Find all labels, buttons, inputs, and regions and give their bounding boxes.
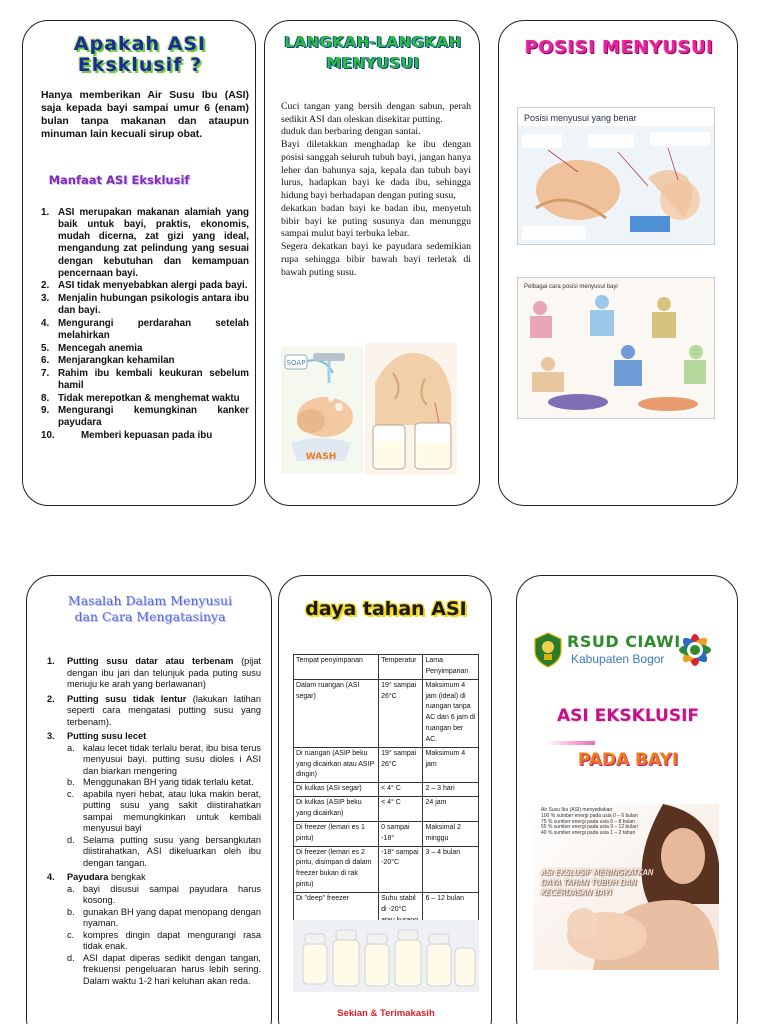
problem-number: 1. — [47, 656, 55, 666]
panel-cover — [516, 575, 738, 1024]
asi-storage-table — [293, 654, 479, 928]
steps-text: Cuci tangan yang bersih dengan sabun, perah sedikit ASI dan oleskan disekitar putting. duduk dan berbaring dengan santai. Bayi diletakkan menghadap ke ibu dengan posisi sanggah seluruh tubuh bayi, jangan hanya leher dan bahunya saja, kepala dan tubuh bayi lurus, hadapkan bayi ke dada ibu, sehingga hidung bayi berhadapan dengan puting susu, dekatkan badan bayi ke badan ibu, menyetuh bibir bayi ke puting susunya dan menunggu sampai mulut bayi terbuka lebar. Segera dekatkan bayi ke payudara sedemikian rupa sehingga bibir bawah bayi terletak di bawah puting susu. — [281, 101, 471, 278]
subitem-letter: a. — [67, 742, 75, 753]
list-item — [41, 355, 249, 367]
subitem-text: kalau lecet tidak terlalu berat, ibu bisa terus menyusui bayi. putting susu dioles i ASI dan biarkan mengering — [83, 742, 261, 776]
problem-subitem — [67, 743, 261, 778]
list-item — [41, 343, 249, 355]
list-item-number: 7. — [41, 367, 50, 379]
list-item-text: Mengurangi kemungkinan kanker payudara — [58, 405, 249, 429]
title-posisi-menyusui: POSISI MENYUSUI — [524, 37, 714, 58]
panel-daya-tahan-asi — [278, 575, 492, 1024]
flower-emblem — [673, 628, 717, 672]
list-item-number: 10. — [41, 430, 55, 442]
breastfeeding-positions-chart — [517, 277, 715, 419]
table-cell: Di freezer (lemari es 1 pintu) — [294, 821, 379, 846]
panel-masalah-menyusui — [26, 575, 272, 1024]
problem-text: bengkak — [110, 872, 146, 882]
problem-item — [47, 731, 261, 869]
list-item — [41, 293, 249, 317]
problem-text: (lakukan latihan seperti cara mengatasi putting susu yang terbenam). — [67, 693, 261, 727]
title-line-2: MENYUSUI — [326, 54, 420, 72]
hospital-sub: Kabupaten Bogor — [571, 652, 665, 666]
photo-note-line: 55 % sumber energi pada usia 9 – 12 bulan — [541, 824, 638, 831]
table-cell: 3 – 4 bulan — [423, 846, 479, 892]
list-item-text: Menjarangkan kehamilan — [58, 355, 175, 367]
table-row — [294, 797, 479, 822]
subitem-text: Selama putting susu yang bersangkutan diistirahatkan, ASI dikeluarkan oleh ibu dengan tangan. — [83, 834, 261, 868]
problems-list — [47, 656, 261, 990]
list-item-text: Tidak merepotkan & menghemat waktu — [58, 392, 240, 404]
list-item — [41, 368, 249, 392]
table-cell: Di freezer (lemari es 2 pintu, disimpan di dalam freezer bukan di rak pintu) — [294, 846, 379, 892]
photo-note-title: Air Susu Ibu (ASI) menyediakan: — [541, 807, 614, 813]
closing-text: Sekian & Terimakasih — [337, 1008, 435, 1019]
problem-subitem — [67, 835, 261, 870]
photo-note — [541, 808, 691, 837]
table-cell: -18° sampai -20°C — [379, 846, 423, 892]
list-item-number: 2. — [41, 280, 50, 292]
problem-number: 3. — [47, 731, 55, 741]
hospital-name: RSUD CIAWI — [567, 632, 681, 651]
list-item — [41, 430, 249, 442]
positions-caption: Pelbagai cara posisi menyusui bayi — [524, 284, 618, 290]
subitem-text: Menggunakan BH yang tidak terlalu ketat. — [83, 777, 254, 787]
hospital-logo — [533, 632, 563, 668]
table-row — [294, 679, 479, 747]
list-item-text: ASI tidak menyebabkan alergi pada bayi. — [58, 280, 248, 292]
list-item-text: ASI merupakan makanan alamiah yang baik untuk bayi, praktis, ekonomis, mudah dicerna, zat gizi yang ideal, mengandung zat pelindung yang sesuai dengan kebutuhan dan kemampuan pencernaan bayi. — [58, 207, 249, 279]
table-cell: < 4° C — [379, 797, 423, 822]
problem-subitem — [67, 930, 261, 953]
title-masalah — [27, 594, 272, 625]
list-item-text: Mengurangi perdarahan setelah melahirkan — [58, 317, 249, 341]
problem-item — [47, 656, 261, 691]
benefits-list — [41, 207, 249, 443]
subitem-text: kompres dingin dapat mengurangi rasa tidak enak. — [83, 929, 261, 951]
problem-heading: Putting susu datar atau terbenam — [67, 656, 234, 666]
list-item — [41, 318, 249, 342]
photo-note-line: 40 % sumber energi pada usia 1 – 2 tahun — [541, 830, 636, 836]
table-cell: 24 jam — [423, 797, 479, 822]
problem-subitem — [67, 777, 261, 789]
list-item-text: Rahim ibu kembali keukuran sebelum hamil — [58, 367, 249, 391]
list-item-number: 4. — [41, 317, 50, 329]
title-line-2: dan Cara Mengatasinya — [74, 609, 226, 625]
table-cell: 6 – 12 bulan — [423, 892, 479, 928]
table-row — [294, 783, 479, 797]
table-cell: 0 sampai -18° — [379, 821, 423, 846]
title-line-1: Masalah Dalam Menyusui — [67, 593, 233, 608]
table-cell: 2 – 3 hari — [423, 783, 479, 797]
problem-heading: Putting susu lecet — [67, 731, 147, 741]
cover-title-2: PADA BAYI — [577, 750, 679, 770]
list-item-text: Mencegah anemia — [58, 342, 143, 354]
table-cell: < 4° C — [379, 783, 423, 797]
table-row — [294, 747, 479, 783]
title-apakah-asi — [23, 35, 256, 75]
subitem-letter: d. — [67, 834, 75, 845]
benefits-title: Manfaat ASI Eksklusif — [48, 173, 190, 187]
cover-title-1: ASI EKSKLUSIF — [556, 706, 700, 726]
problem-item — [47, 872, 261, 987]
list-item-number: 9. — [41, 405, 50, 417]
list-item-number: 6. — [41, 355, 50, 367]
wash-label: WASH — [305, 452, 337, 462]
subitem-text: ASI dapat diperas sedikit dengan tangan, frekuensi pengeluaran harus lebih sering. Dalam waktu 1-2 hari keluhan akan reda. — [83, 952, 261, 986]
table-row — [294, 846, 479, 892]
list-item-number: 1. — [41, 207, 50, 218]
cover-divider — [545, 741, 595, 745]
table-header-cell: Lama Penyimpanan — [423, 655, 479, 680]
title-line-1: LANGKAH-LANGKAH — [284, 33, 462, 51]
table-header-cell: Temperatur — [379, 655, 423, 680]
table-cell: Di "deep" freezer — [294, 892, 379, 928]
panel-apakah-asi — [22, 20, 256, 506]
subitem-letter: b. — [67, 906, 75, 917]
problem-subitem — [67, 907, 261, 930]
subitem-letter: b. — [67, 777, 75, 787]
problem-subitem — [67, 789, 261, 835]
soap-label: SOAP — [286, 359, 306, 367]
title-langkah — [265, 35, 480, 71]
milk-bottles-photo — [293, 920, 479, 992]
problem-number: 4. — [47, 872, 55, 882]
handwash-illustration — [281, 347, 363, 473]
table-cell: Dalam ruangan (ASI segar) — [294, 679, 379, 747]
subitem-text: apabila nyeri hebat, atau luka makin berat, putting susu yang sakit diistirahatkan sampai memungkinkan untuk kembali menyusui bayi — [83, 788, 261, 833]
subitem-letter: a. — [67, 883, 75, 894]
problem-text: (pijat dengan ibu jari dan telunjuk pada puting susu menuju ke arah yang berlawanan) — [67, 656, 261, 689]
table-header-cell: Tempat penyimpanan — [294, 655, 379, 680]
table-cell: Di kulkas (ASI segar) — [294, 783, 379, 797]
table-row — [294, 821, 479, 846]
table-cell: Maksimum 4 jam — [423, 747, 479, 783]
photo-slogan: ASI EKSLUSIF MENINGKATKAN DAYA TAHAN TUBUH DAN KECERDASAN BAYI — [541, 868, 654, 897]
title-line-2: Eksklusif ? — [77, 54, 203, 76]
list-item — [41, 280, 249, 292]
table-cell: Maksimum 4 jam (ideal) di ruangan tanpa AC dan 6 jam di ruangan ber AC. — [423, 679, 479, 747]
table-cell: 19° sampai 26°C — [379, 747, 423, 783]
title-line-1: Apakah ASI — [73, 33, 207, 55]
subitem-letter: d. — [67, 952, 75, 963]
subitem-text: bayi disusui sampai payudara harus kosong. — [83, 883, 261, 905]
subitem-text: gunakan BH yang dapat menopang dengan nyaman. — [83, 906, 261, 928]
panel-posisi-menyusui — [498, 20, 738, 506]
problem-subitem — [67, 884, 261, 907]
table-cell: 19° sampai 26°C — [379, 679, 423, 747]
problem-number: 2. — [47, 693, 55, 704]
subitem-letter: c. — [67, 929, 75, 940]
list-item-text: Menjalin hubungan psikologis antara ibu dan bayi. — [58, 292, 249, 317]
list-item — [41, 207, 249, 280]
problem-subitem — [67, 953, 261, 988]
list-item-number: 3. — [41, 292, 50, 304]
photo-note-line: 100 % sumber energi pada usia 0 – 6 bulan — [541, 812, 638, 819]
mother-baby-photo — [533, 804, 719, 970]
problem-item — [47, 694, 261, 729]
list-item — [41, 393, 249, 405]
table-cell: Di kulkas (ASIP beku yang dicairkan) — [294, 797, 379, 822]
list-item — [41, 405, 249, 429]
problem-heading: Putting susu tidak lentur — [67, 693, 187, 704]
photo-note-line: 75 % sumber energi pada usia 6 – 8 bulan — [541, 818, 635, 825]
title-daya-tahan: daya tahan ASI — [305, 598, 467, 620]
table-cell: Suhu stabil di -20°C — [379, 892, 423, 928]
list-item-number: 5. — [41, 342, 50, 354]
subitem-letter: c. — [67, 788, 75, 799]
correct-position-diagram — [517, 107, 715, 245]
diagram-caption: Posisi menyusui yang benar — [524, 113, 637, 123]
list-item-number: 8. — [41, 392, 50, 404]
intro-text: Hanya memberikan Air Susu Ibu (ASI) saja kepada bayi sampai umur 6 (enam) bulan tanpa makanan dan ataupun minuman lain kecuali sirup obat. — [41, 90, 249, 140]
panel-langkah-menyusui — [264, 20, 480, 506]
problem-heading: Payudara — [67, 872, 109, 882]
table-cell: Maksimal 2 minggu — [423, 821, 479, 846]
breast-milk-expressing-illustration — [365, 343, 457, 475]
table-cell: Di ruangan (ASIP beku yang dicairkan atau ASIP dingin) — [294, 747, 379, 783]
list-item-text: Memberi kepuasan pada ibu — [81, 430, 213, 442]
table-header-row — [294, 655, 479, 680]
